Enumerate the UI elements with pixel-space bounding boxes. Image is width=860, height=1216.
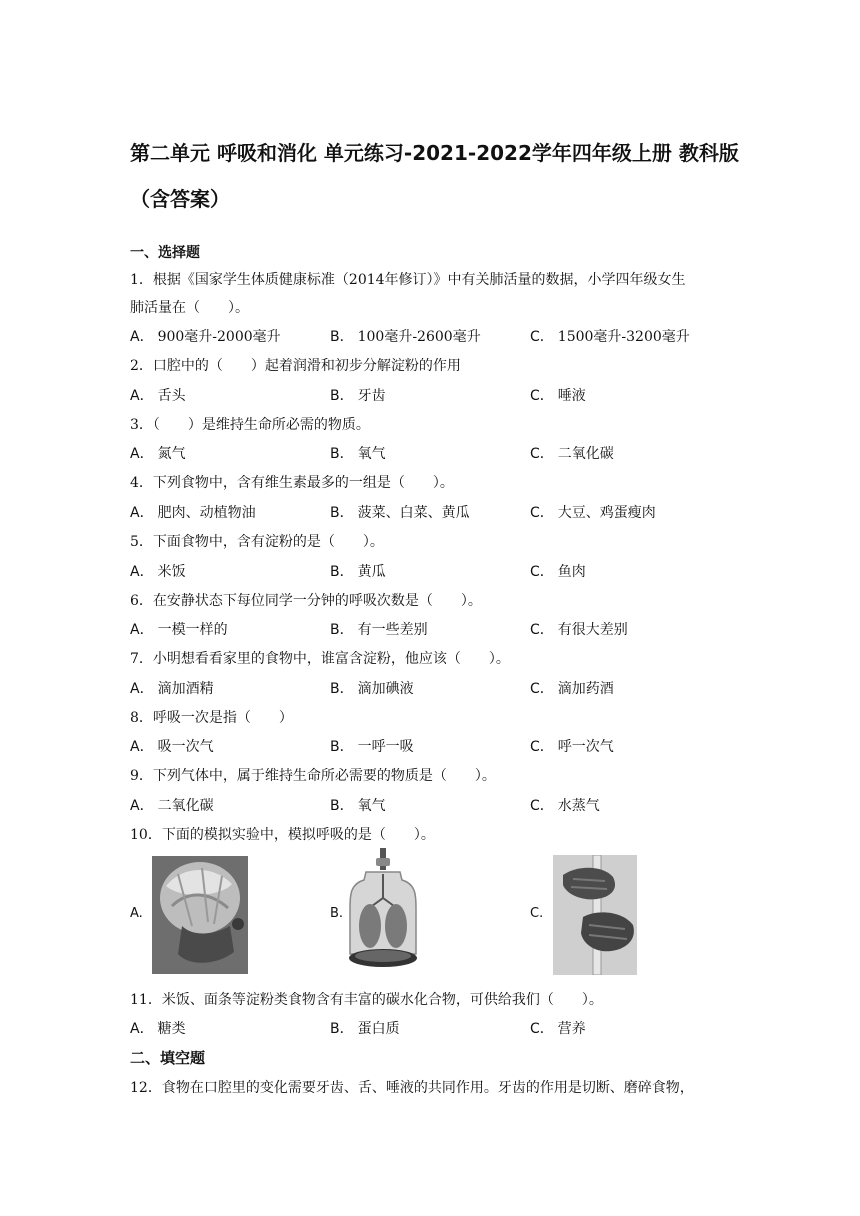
option-key: B． xyxy=(330,329,354,345)
q7-option-c[interactable] xyxy=(530,678,614,698)
option-key: C． xyxy=(530,681,554,697)
option-text: 吸一次气 xyxy=(157,739,214,755)
q7-option-a[interactable] xyxy=(130,678,214,698)
q4-option-a[interactable] xyxy=(130,502,256,522)
option-key: A． xyxy=(130,1021,154,1037)
option-key: B． xyxy=(330,505,354,521)
section-heading-choice: 一、选择题 xyxy=(130,245,200,261)
option-key: C． xyxy=(530,505,554,521)
q8-option-b[interactable] xyxy=(330,736,414,756)
option-key: A． xyxy=(130,622,154,638)
question-11-text: 11．米饭、面条等淀粉类食物含有丰富的碳水化合物，可供给我们（ ）。 xyxy=(130,992,603,1008)
q9-option-a[interactable] xyxy=(130,795,214,815)
option-key: A． xyxy=(130,681,154,697)
cabbage-photo xyxy=(152,856,248,974)
option-key: C． xyxy=(530,739,554,755)
option-text: 1500毫升-3200毫升 xyxy=(557,329,690,345)
option-key: A． xyxy=(130,739,154,755)
q10-option-a-label[interactable]: A. xyxy=(130,906,143,921)
q6-option-b[interactable] xyxy=(330,619,428,639)
question-12-text: 12．食物在口腔里的变化需要牙齿、舌、唾液的共同作用。牙齿的作用是切断、磨碎食物， xyxy=(130,1080,694,1096)
option-text: 900毫升-2000毫升 xyxy=(157,329,281,345)
q9-option-c[interactable] xyxy=(530,795,600,815)
option-text: 氧气 xyxy=(357,446,386,462)
question-10-text: 10．下面的模拟实验中，模拟呼吸的是（ ）。 xyxy=(130,827,435,843)
q3-option-a[interactable] xyxy=(130,443,186,463)
q3-option-b[interactable] xyxy=(330,443,386,463)
q1-option-b[interactable] xyxy=(330,326,481,346)
q9-option-b[interactable] xyxy=(330,795,386,815)
option-text: 有一些差别 xyxy=(357,622,428,638)
option-text: 二氧化碳 xyxy=(557,446,614,462)
q10-option-c-label[interactable]: C. xyxy=(530,906,544,921)
q6-option-a[interactable] xyxy=(130,619,228,639)
option-text: 100毫升-2600毫升 xyxy=(357,329,481,345)
option-key: B． xyxy=(330,446,354,462)
option-text: 牙齿 xyxy=(357,388,386,404)
q4-option-b[interactable] xyxy=(330,502,470,522)
lung-model-bell-jar xyxy=(346,848,420,974)
section-heading-fill-in: 二、填空题 xyxy=(130,1049,206,1067)
q11-option-a[interactable] xyxy=(130,1018,186,1038)
q5-option-a[interactable] xyxy=(130,561,186,581)
q4-option-c[interactable] xyxy=(530,502,656,522)
option-text: 唾液 xyxy=(557,388,586,404)
option-text: 有很大差别 xyxy=(557,622,628,638)
option-text: 菠菜、白菜、黄瓜 xyxy=(357,505,470,521)
option-text: 一模一样的 xyxy=(157,622,228,638)
q3-option-c[interactable] xyxy=(530,443,614,463)
option-text: 肥肉、动植物油 xyxy=(157,505,256,521)
option-text: 黄瓜 xyxy=(357,564,386,580)
document-title-suffix: （含答案） xyxy=(130,187,230,211)
q2-option-a[interactable] xyxy=(130,385,186,405)
q2-option-c[interactable] xyxy=(530,385,586,405)
option-key: C． xyxy=(530,446,554,462)
q10-option-b-label[interactable]: B. xyxy=(330,906,344,921)
option-key: A． xyxy=(130,329,154,345)
q5-option-c[interactable] xyxy=(530,561,586,581)
option-key: B． xyxy=(330,1021,354,1037)
option-key: C． xyxy=(530,329,554,345)
option-text: 一呼一吸 xyxy=(357,739,414,755)
q5-option-b[interactable] xyxy=(330,561,386,581)
option-text: 蛋白质 xyxy=(357,1021,400,1037)
q6-option-c[interactable] xyxy=(530,619,628,639)
option-text: 舌头 xyxy=(157,388,186,404)
q11-option-c[interactable] xyxy=(530,1018,586,1038)
option-key: B． xyxy=(330,564,354,580)
question-8-text: 8．呼吸一次是指（ ） xyxy=(130,710,293,726)
q7-option-b[interactable] xyxy=(330,678,414,698)
question-5-text: 5．下面食物中，含有淀粉的是（ ）。 xyxy=(130,534,384,550)
option-key: A． xyxy=(130,388,154,404)
q8-option-a[interactable] xyxy=(130,736,214,756)
option-text: 大豆、鸡蛋瘦肉 xyxy=(557,505,656,521)
option-text: 氧气 xyxy=(357,798,386,814)
question-4-text: 4．下列食物中，含有维生素最多的一组是（ ）。 xyxy=(130,475,454,491)
option-text: 氮气 xyxy=(157,446,186,462)
question-9-text: 9．下列气体中，属于维持生命所必需要的物质是（ ）。 xyxy=(130,768,496,784)
option-text: 鱼肉 xyxy=(557,564,586,580)
option-text: 呼一次气 xyxy=(557,739,614,755)
option-key: B． xyxy=(330,739,354,755)
hands-tube-photo xyxy=(553,855,637,975)
q1-option-a[interactable] xyxy=(130,326,281,346)
option-key: C． xyxy=(530,622,554,638)
option-key: C． xyxy=(530,564,554,580)
option-key: B． xyxy=(330,681,354,697)
question-3-text: 3．（ ）是维持生命所必需的物质。 xyxy=(130,417,370,433)
option-text: 滴加酒精 xyxy=(157,681,214,697)
option-key: C． xyxy=(530,388,554,404)
option-key: A． xyxy=(130,505,154,521)
option-text: 滴加药酒 xyxy=(557,681,614,697)
option-key: A． xyxy=(130,798,154,814)
document-title: 第二单元 呼吸和消化 单元练习-2021-2022学年四年级上册 教科版 xyxy=(130,141,739,165)
q11-option-b[interactable] xyxy=(330,1018,400,1038)
question-6-text: 6．在安静状态下每位同学一分钟的呼吸次数是（ ）。 xyxy=(130,593,482,609)
option-key: B． xyxy=(330,798,354,814)
q1-option-c[interactable] xyxy=(530,326,690,346)
option-key: B． xyxy=(330,622,354,638)
question-1-text-cont: 肺活量在（ ）。 xyxy=(130,300,249,316)
option-key: A． xyxy=(130,446,154,462)
option-key: C． xyxy=(530,798,554,814)
q2-option-b[interactable] xyxy=(330,385,386,405)
option-text: 营养 xyxy=(557,1021,586,1037)
option-key: C． xyxy=(530,1021,554,1037)
option-text: 水蒸气 xyxy=(557,798,600,814)
option-text: 米饭 xyxy=(157,564,186,580)
option-key: A． xyxy=(130,564,154,580)
question-1-text: 1．根据《国家学生体质健康标准（2014年修订）》中有关肺活量的数据，小学四年级女生 xyxy=(130,272,686,288)
option-text: 二氧化碳 xyxy=(157,798,214,814)
q8-option-c[interactable] xyxy=(530,736,614,756)
question-7-text: 7．小明想看看家里的食物中，谁富含淀粉，他应该（ ）。 xyxy=(130,651,510,667)
option-key: B． xyxy=(330,388,354,404)
question-2-text: 2．口腔中的（ ）起着润滑和初步分解淀粉的作用 xyxy=(130,358,461,374)
option-text: 滴加碘液 xyxy=(357,681,414,697)
option-text: 糖类 xyxy=(157,1021,186,1037)
